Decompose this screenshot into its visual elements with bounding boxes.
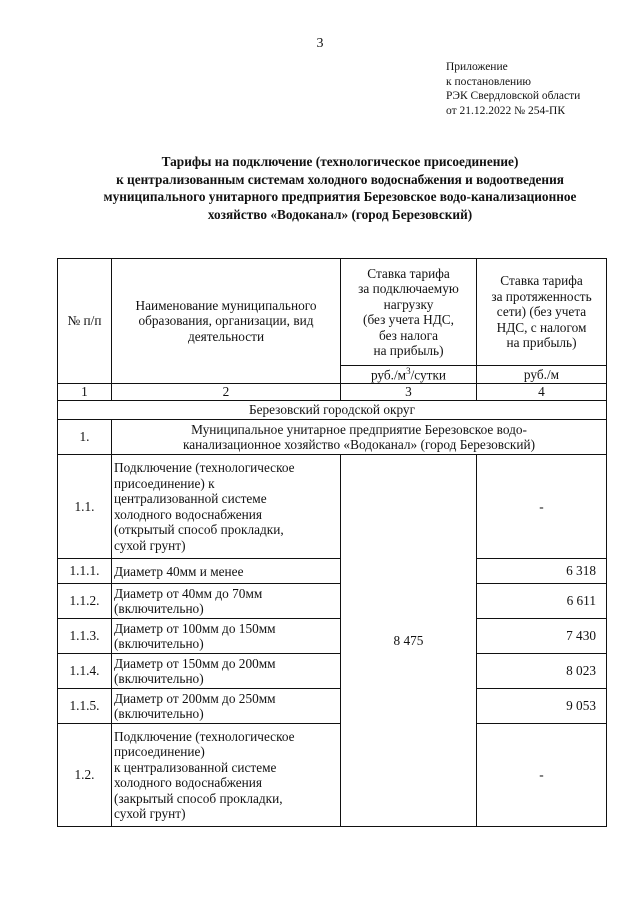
row-name-line: Диаметр от 150мм до 200мм <box>114 655 276 671</box>
org-num: 1. <box>58 420 112 455</box>
header-line: на прибыль) <box>506 335 577 351</box>
row-name-line: присоединение) к <box>114 475 215 491</box>
title-line: муниципального унитарного предприятия Березовское водо-канализационное <box>103 189 577 204</box>
header-rate-length <box>477 259 607 366</box>
row-name-line: Диаметр от 40мм до 70мм <box>114 585 263 601</box>
row-name <box>112 559 341 584</box>
table-row <box>58 455 607 559</box>
row-name-line: присоединение) <box>114 744 205 760</box>
row-num: 1.1.5. <box>58 689 112 724</box>
table-row <box>58 619 607 654</box>
table-row <box>58 654 607 689</box>
row-name-line: к централизованной системе <box>114 759 277 775</box>
row-rate: 9 053 <box>477 689 607 724</box>
header-line: Ставка тарифа <box>500 273 583 289</box>
row-name-line: (включительно) <box>114 636 204 652</box>
title-line: Тарифы на подключение (технологическое присоединение) <box>161 154 519 169</box>
appendix-line: Приложение <box>446 61 508 73</box>
row-name-line: (включительно) <box>114 706 204 722</box>
row-name-line: Подключение (технологическое <box>114 728 295 744</box>
row-name-line: Диаметр от 100мм до 150мм <box>114 620 276 636</box>
header-line: (без учета НДС, <box>363 312 454 327</box>
district-row <box>58 401 607 420</box>
row-num: 1.1.2. <box>58 584 112 619</box>
col-number: 2 <box>112 384 341 401</box>
row-name-line: (включительно) <box>114 601 204 617</box>
header-row <box>58 259 607 366</box>
row-rate: 6 611 <box>477 584 607 619</box>
row-name-line: централизованной системе <box>114 491 267 507</box>
unit-load <box>341 366 477 384</box>
row-name-line: холодного водоснабжения <box>114 506 262 522</box>
row-rate: - <box>477 455 607 559</box>
col-number: 3 <box>341 384 477 401</box>
row-num: 1.1.4. <box>58 654 112 689</box>
row-rate: 7 430 <box>477 619 607 654</box>
header-line: Ставка тарифа <box>367 265 450 281</box>
appendix-line: РЭК Свердловской области <box>446 90 581 102</box>
unit-load-prefix: руб./м <box>370 367 407 383</box>
row-rate: 6 318 <box>477 559 607 584</box>
org-name <box>112 420 607 455</box>
header-line: без налога <box>378 327 438 343</box>
header-rate-load <box>341 259 477 366</box>
row-name-line: Диаметр 40мм и менее <box>114 563 244 579</box>
load-rate: 8 475 <box>341 455 477 827</box>
row-rate: 8 023 <box>477 654 607 689</box>
unit-load-sup: 3 <box>406 366 411 376</box>
header-line: за протяженность <box>491 288 592 304</box>
row-name-line: (открытый способ прокладки, <box>114 522 284 538</box>
org-name-line: канализационное хозяйство «Водоканал» (город Березовский) <box>182 437 536 453</box>
row-name <box>112 455 341 559</box>
table-row <box>58 559 607 584</box>
row-name-line: сухой грунт) <box>114 537 186 553</box>
header-line: НДС, с налогом <box>496 319 587 335</box>
tariff-table <box>57 258 607 827</box>
row-num: 1.1.1. <box>58 559 112 584</box>
unit-length: руб./м <box>477 366 607 384</box>
col-numbers-row <box>58 384 607 401</box>
page-number: 3 <box>316 36 324 51</box>
header-line: нагрузку <box>383 296 434 312</box>
header-line: сети) (без учета <box>496 304 587 320</box>
row-rate: - <box>477 724 607 827</box>
row-name-line: (включительно) <box>114 671 204 687</box>
org-name-line: Муниципальное унитарное предприятие Березовское водо- <box>191 421 527 437</box>
org-row <box>58 420 607 455</box>
row-name <box>112 654 341 689</box>
table-row <box>58 724 607 827</box>
row-num: 1.1. <box>58 455 112 559</box>
row-name-line: Подключение (технологическое <box>114 460 295 476</box>
row-num: 1.1.3. <box>58 619 112 654</box>
district-name: Березовский городской округ <box>58 401 607 420</box>
row-name-line: сухой грунт) <box>114 806 186 822</box>
header-name: Наименование муниципального образования, организации, вид деятельности <box>112 259 341 384</box>
row-name <box>112 619 341 654</box>
row-name <box>112 584 341 619</box>
title-line: к централизованным системам холодного водоснабжения и водоотведения <box>116 171 564 187</box>
col-number: 1 <box>58 384 112 401</box>
row-name <box>112 724 341 827</box>
header-line: на прибыль) <box>373 343 444 358</box>
row-num: 1.2. <box>58 724 112 827</box>
header-line: за подключаемую <box>358 281 459 296</box>
table-row <box>58 584 607 619</box>
appendix-line: от 21.12.2022 № 254-ПК <box>446 104 566 117</box>
document-title <box>40 153 640 223</box>
appendix-line: к постановлению <box>446 75 531 88</box>
row-name <box>112 689 341 724</box>
header-num: № п/п <box>58 259 112 384</box>
appendix-block <box>446 60 580 118</box>
row-name-line: холодного водоснабжения <box>114 775 262 791</box>
unit-load-suffix: /сутки <box>410 367 447 383</box>
title-line: хозяйство «Водоканал» (город Березовский) <box>207 206 473 222</box>
table-row <box>58 689 607 724</box>
row-name-line: Диаметр от 200мм до 250мм <box>114 690 276 706</box>
row-name-line: (закрытый способ прокладки, <box>114 790 283 806</box>
col-number: 4 <box>477 384 607 401</box>
